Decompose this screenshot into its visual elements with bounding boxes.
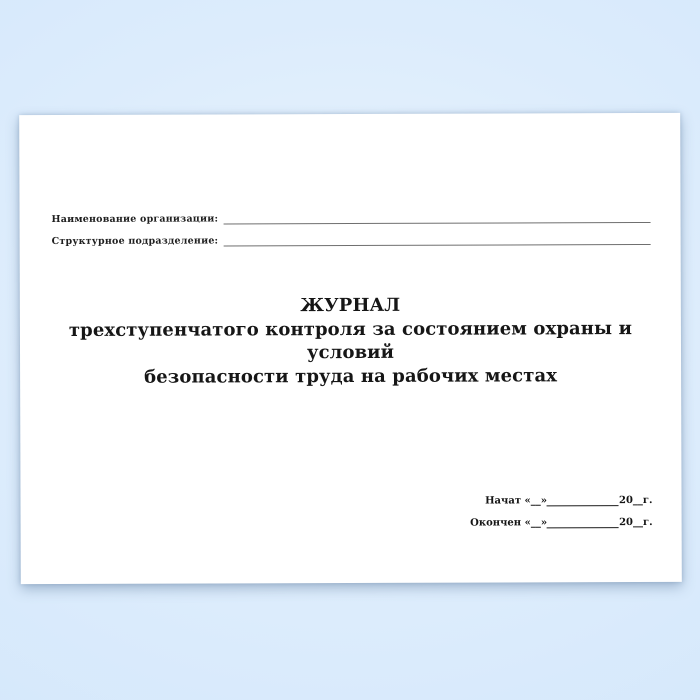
date-started-blank-line: [547, 496, 619, 506]
journal-title: [34, 293, 667, 389]
date-started-label: Начат «__»: [485, 495, 548, 507]
department-label: Структурное подразделение:: [51, 235, 219, 248]
date-finished-blank-line: [547, 518, 619, 528]
organization-field-row: [52, 211, 651, 227]
department-blank-line: [223, 235, 650, 246]
organization-label: Наименование организации:: [51, 213, 219, 226]
date-finished-year: 20__г.: [619, 516, 653, 529]
journal-title-line3: безопасности труда на рабочих местах: [144, 364, 558, 388]
date-started-row: [485, 494, 652, 509]
journal-title-line2: трехступенчатого контроля за состоянием охраны и условий: [68, 317, 633, 364]
date-finished-label: Окончен «__»: [470, 517, 548, 529]
organization-blank-line: [223, 213, 650, 224]
journal-cover-page: [19, 113, 682, 584]
journal-dates: [470, 494, 653, 531]
journal-title-line1: ЖУРНАЛ: [300, 294, 401, 317]
department-field-row: [52, 233, 651, 249]
date-finished-row: [470, 516, 652, 531]
date-started-year: 20__г.: [618, 494, 653, 507]
